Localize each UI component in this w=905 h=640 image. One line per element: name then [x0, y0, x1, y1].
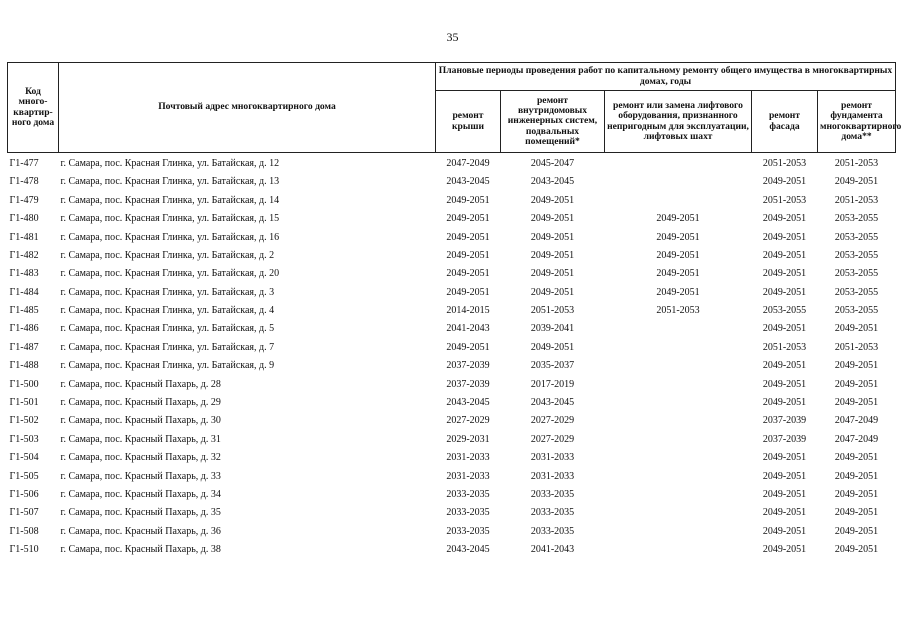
cell-elevator: [605, 394, 752, 412]
cell-engineering: 2049-2051: [530, 213, 575, 225]
cell-foundation: 2051-2053: [834, 157, 879, 169]
cell-code: Г1-501: [9, 397, 39, 409]
table-row: [8, 339, 896, 357]
table-row: [8, 431, 896, 449]
cell-roof: 2029-2031: [446, 433, 490, 445]
cell-facade: 2049-2051: [762, 397, 807, 409]
cell-engineering: 2051-2053: [530, 305, 575, 317]
cell-address: г. Самара, пос. Красный Пахарь, д. 28: [60, 378, 221, 390]
cell-engineering: 2049-2051: [530, 341, 575, 353]
cell-address: г. Самара, пос. Красный Пахарь, д. 29: [60, 397, 221, 409]
table-row: [8, 449, 896, 467]
header-elevator: ремонт или замена лифтового оборудования, признанного непригодным для эксплуатации, лифтовых шахт: [605, 91, 752, 153]
cell-roof: 2027-2029: [446, 415, 490, 427]
cell-facade: 2049-2051: [762, 360, 807, 372]
cell-engineering: 2043-2045: [530, 176, 575, 188]
cell-elevator: [605, 357, 752, 375]
cell-code: Г1-506: [9, 488, 39, 500]
cell-address: г. Самара, пос. Красная Глинка, ул. Батайская, д. 20: [60, 268, 280, 280]
table-row: [8, 284, 896, 302]
table-row: [8, 486, 896, 504]
cell-code: Г1-486: [9, 323, 39, 335]
cell-engineering: 2031-2033: [530, 470, 575, 482]
cell-address: г. Самара, пос. Красный Пахарь, д. 32: [60, 452, 221, 464]
cell-facade: 2049-2051: [762, 488, 807, 500]
cell-engineering: 2033-2035: [530, 488, 575, 500]
cell-address: г. Самара, пос. Красный Пахарь, д. 35: [60, 507, 221, 519]
cell-foundation: 2049-2051: [834, 378, 879, 390]
header-roof: ремонт крыши: [436, 91, 501, 153]
cell-roof: 2049-2051: [446, 249, 490, 261]
table-row: [8, 412, 896, 430]
cell-foundation: 2049-2051: [834, 544, 879, 556]
cell-roof: 2033-2035: [446, 507, 490, 519]
cell-code: Г1-479: [9, 194, 39, 206]
table-row: [8, 265, 896, 283]
header-foundation: ремонт фундамента многоквартирного дома**: [818, 91, 896, 153]
cell-roof: 2043-2045: [446, 544, 490, 556]
cell-address: г. Самара, пос. Красная Глинка, ул. Батайская, д. 3: [60, 286, 275, 298]
table-row: [8, 173, 896, 191]
cell-code: Г1-500: [9, 378, 39, 390]
cell-foundation: 2053-2055: [834, 268, 879, 280]
cell-elevator: 2049-2051: [656, 213, 700, 225]
cell-address: г. Самара, пос. Красная Глинка, ул. Батайская, д. 16: [60, 231, 280, 243]
cell-code: Г1-481: [9, 231, 39, 243]
cell-engineering: 2039-2041: [530, 323, 575, 335]
cell-address: г. Самара, пос. Красная Глинка, ул. Батайская, д. 2: [60, 249, 275, 261]
cell-facade: 2049-2051: [762, 286, 807, 298]
cell-facade: 2049-2051: [762, 507, 807, 519]
cell-roof: 2033-2035: [446, 488, 490, 500]
cell-foundation: 2049-2051: [834, 360, 879, 372]
cell-elevator: [605, 173, 752, 191]
cell-foundation: 2049-2051: [834, 488, 879, 500]
cell-elevator: [605, 523, 752, 541]
cell-address: г. Самара, пос. Красная Глинка, ул. Батайская, д. 4: [60, 305, 275, 317]
table-row: [8, 541, 896, 559]
cell-foundation: 2053-2055: [834, 213, 879, 225]
cell-facade: 2051-2053: [762, 194, 807, 206]
header-periods-group: Плановые периоды проведения работ по капитальному ремонту общего имущества в многоквартирных домах, годы: [436, 63, 896, 91]
table-row: [8, 321, 896, 339]
cell-foundation: 2049-2051: [834, 507, 879, 519]
cell-foundation: 2053-2055: [834, 231, 879, 243]
cell-elevator: [605, 504, 752, 522]
cell-foundation: 2047-2049: [834, 415, 879, 427]
cell-code: Г1-488: [9, 360, 39, 372]
cell-roof: 2049-2051: [446, 286, 490, 298]
table-row: [8, 153, 896, 174]
cell-elevator: [605, 153, 752, 174]
table-row: [8, 229, 896, 247]
cell-facade: 2049-2051: [762, 231, 807, 243]
cell-address: г. Самара, пос. Красная Глинка, ул. Батайская, д. 15: [60, 213, 280, 225]
cell-foundation: 2049-2051: [834, 397, 879, 409]
cell-foundation: 2049-2051: [834, 525, 879, 537]
cell-facade: 2049-2051: [762, 213, 807, 225]
cell-address: г. Самара, пос. Красный Пахарь, д. 38: [60, 544, 221, 556]
cell-foundation: 2051-2053: [834, 341, 879, 353]
cell-elevator: [605, 192, 752, 210]
cell-facade: 2049-2051: [762, 249, 807, 261]
cell-roof: 2031-2033: [446, 452, 490, 464]
table-row: [8, 192, 896, 210]
cell-facade: 2049-2051: [762, 452, 807, 464]
cell-code: Г1-478: [9, 176, 39, 188]
cell-roof: 2049-2051: [446, 194, 490, 206]
cell-engineering: 2033-2035: [530, 525, 575, 537]
repair-schedule-table: [7, 62, 902, 560]
cell-elevator: [605, 412, 752, 430]
cell-engineering: 2043-2045: [530, 397, 575, 409]
header-engineering: ремонт внутридомовых инженерных систем, подвальных помещений*: [501, 91, 605, 153]
table-body: [8, 153, 896, 560]
cell-roof: 2037-2039: [446, 378, 490, 390]
cell-elevator: [605, 339, 752, 357]
table-row: [8, 302, 896, 320]
header-code: Код много-квартир-ного дома: [8, 63, 59, 153]
table-row: [8, 210, 896, 228]
cell-roof: 2031-2033: [446, 470, 490, 482]
cell-engineering: 2033-2035: [530, 507, 575, 519]
cell-roof: 2049-2051: [446, 341, 490, 353]
cell-facade: 2051-2053: [762, 341, 807, 353]
cell-facade: 2051-2053: [762, 157, 807, 169]
cell-elevator: [605, 541, 752, 559]
table-header: [8, 63, 902, 153]
cell-elevator: [605, 431, 752, 449]
cell-code: Г1-485: [9, 305, 39, 317]
cell-code: Г1-477: [9, 157, 39, 169]
cell-address: г. Самара, пос. Красный Пахарь, д. 34: [60, 488, 221, 500]
cell-elevator: [605, 376, 752, 394]
table-row: [8, 376, 896, 394]
cell-elevator: [605, 449, 752, 467]
cell-foundation: 2049-2051: [834, 176, 879, 188]
page-number: 35: [446, 30, 459, 44]
cell-address: г. Самара, пос. Красная Глинка, ул. Батайская, д. 5: [60, 323, 275, 335]
cell-code: Г1-487: [9, 341, 39, 353]
cell-roof: 2043-2045: [446, 176, 490, 188]
cell-facade: 2049-2051: [762, 525, 807, 537]
header-address: Почтовый адрес многоквартирного дома: [59, 63, 436, 153]
cell-engineering: 2041-2043: [530, 544, 575, 556]
cell-foundation: 2047-2049: [834, 433, 879, 445]
cell-facade: 2049-2051: [762, 544, 807, 556]
cell-engineering: 2049-2051: [530, 286, 575, 298]
cell-elevator: 2049-2051: [656, 286, 700, 298]
cell-roof: 2049-2051: [446, 213, 490, 225]
cell-engineering: 2017-2019: [530, 378, 575, 390]
cell-elevator: 2049-2051: [656, 231, 700, 243]
cell-code: Г1-484: [9, 286, 39, 298]
table-row: [8, 247, 896, 265]
cell-foundation: 2049-2051: [834, 323, 879, 335]
cell-facade: 2049-2051: [762, 323, 807, 335]
cell-engineering: 2049-2051: [530, 194, 575, 206]
cell-facade: 2053-2055: [762, 305, 807, 317]
cell-code: Г1-507: [9, 507, 39, 519]
cell-elevator: [605, 486, 752, 504]
cell-code: Г1-502: [9, 415, 39, 427]
cell-address: г. Самара, пос. Красная Глинка, ул. Батайская, д. 7: [60, 341, 275, 353]
cell-address: г. Самара, пос. Красный Пахарь, д. 33: [60, 470, 221, 482]
cell-foundation: 2049-2051: [834, 452, 879, 464]
cell-roof: 2014-2015: [446, 305, 490, 317]
cell-foundation: 2051-2053: [834, 194, 879, 206]
table-row: [8, 357, 896, 375]
cell-roof: 2041-2043: [446, 323, 490, 335]
cell-code: Г1-482: [9, 249, 39, 261]
cell-address: г. Самара, пос. Красная Глинка, ул. Батайская, д. 12: [60, 157, 280, 169]
table-row: [8, 504, 896, 522]
cell-engineering: 2027-2029: [530, 415, 575, 427]
cell-elevator: 2051-2053: [656, 305, 700, 317]
cell-foundation: 2053-2055: [834, 286, 879, 298]
cell-engineering: 2031-2033: [530, 452, 575, 464]
cell-address: г. Самара, пос. Красная Глинка, ул. Батайская, д. 14: [60, 194, 280, 206]
cell-facade: 2049-2051: [762, 268, 807, 280]
table-row: [8, 468, 896, 486]
cell-facade: 2037-2039: [762, 415, 807, 427]
cell-address: г. Самара, пос. Красная Глинка, ул. Батайская, д. 13: [60, 176, 280, 188]
cell-address: г. Самара, пос. Красный Пахарь, д. 36: [60, 525, 221, 537]
cell-roof: 2047-2049: [446, 157, 490, 169]
cell-code: Г1-483: [9, 268, 39, 280]
cell-engineering: 2049-2051: [530, 231, 575, 243]
cell-foundation: 2049-2051: [834, 470, 879, 482]
cell-address: г. Самара, пос. Красная Глинка, ул. Батайская, д. 9: [60, 360, 275, 372]
cell-code: Г1-480: [9, 213, 39, 225]
cell-code: Г1-503: [9, 433, 39, 445]
cell-engineering: 2049-2051: [530, 249, 575, 261]
cell-code: Г1-505: [9, 470, 39, 482]
cell-address: г. Самара, пос. Красный Пахарь, д. 30: [60, 415, 221, 427]
cell-roof: 2049-2051: [446, 231, 490, 243]
table-row: [8, 394, 896, 412]
cell-engineering: 2049-2051: [530, 268, 575, 280]
cell-code: Г1-508: [9, 525, 39, 537]
cell-foundation: 2053-2055: [834, 305, 879, 317]
cell-elevator: [605, 321, 752, 339]
cell-facade: 2049-2051: [762, 378, 807, 390]
cell-engineering: 2045-2047: [530, 157, 575, 169]
cell-facade: 2049-2051: [762, 470, 807, 482]
cell-roof: 2049-2051: [446, 268, 490, 280]
cell-elevator: 2049-2051: [656, 249, 700, 261]
cell-facade: 2049-2051: [762, 176, 807, 188]
cell-elevator: 2049-2051: [656, 268, 700, 280]
header-facade: ремонт фасада: [752, 91, 818, 153]
cell-address: г. Самара, пос. Красный Пахарь, д. 31: [60, 433, 221, 445]
cell-roof: 2033-2035: [446, 525, 490, 537]
cell-roof: 2037-2039: [446, 360, 490, 372]
cell-engineering: 2035-2037: [530, 360, 575, 372]
cell-code: Г1-504: [9, 452, 39, 464]
table-row: [8, 523, 896, 541]
cell-roof: 2043-2045: [446, 397, 490, 409]
cell-facade: 2037-2039: [762, 433, 807, 445]
cell-engineering: 2027-2029: [530, 433, 575, 445]
cell-code: Г1-510: [9, 544, 39, 556]
cell-foundation: 2053-2055: [834, 249, 879, 261]
cell-elevator: [605, 468, 752, 486]
